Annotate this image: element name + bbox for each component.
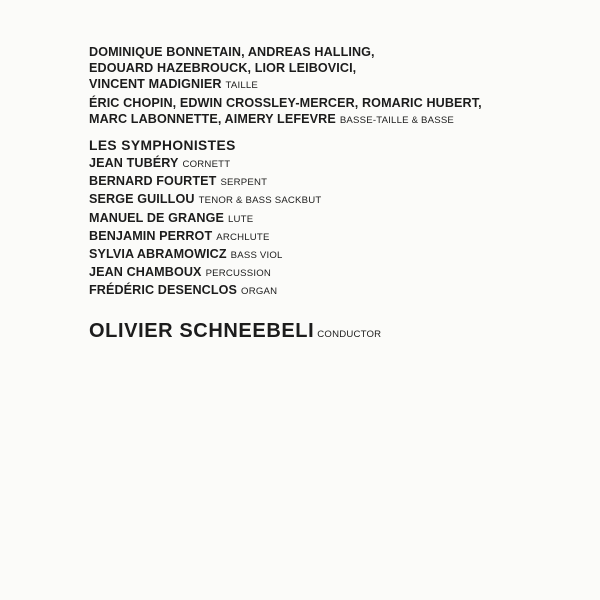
member-instrument: SERPENT (220, 177, 268, 189)
credits-page (89, 44, 589, 343)
singer-names: ÉRIC CHOPIN, EDWIN CROSSLEY-MERCER, ROMARIC HUBERT, (89, 95, 482, 110)
ensemble-member (89, 264, 589, 282)
member-name: SERGE GUILLOU (89, 192, 195, 207)
singer-line (89, 60, 589, 76)
member-instrument: CORNETT (182, 159, 231, 171)
singer-line (89, 95, 589, 111)
singer-voice-part: TAILLE (225, 80, 259, 92)
member-name: BERNARD FOURTET (89, 174, 217, 189)
member-name: JEAN CHAMBOUX (89, 265, 202, 280)
ensemble-member (89, 173, 589, 191)
ensemble-member (89, 210, 589, 228)
singer-names: MARC LABONNETTE, AIMERY LEFEVRE (89, 111, 336, 126)
ensemble-member (89, 246, 589, 264)
singer-line (89, 44, 589, 60)
member-name: BENJAMIN PERROT (89, 228, 213, 243)
singer-line (89, 111, 589, 129)
ensemble-member (89, 228, 589, 246)
member-instrument: PERCUSSION (205, 268, 271, 280)
singer-line (89, 76, 589, 94)
member-name: JEAN TUBÉRY (89, 156, 179, 171)
member-instrument: TENOR & BASS SACKBUT (198, 195, 322, 207)
singers-list (89, 44, 589, 129)
ensemble-member (89, 282, 589, 300)
ensemble-title: LES SYMPHONISTES (89, 138, 236, 154)
member-instrument: LUTE (228, 213, 254, 225)
singer-names: VINCENT MADIGNIER (89, 77, 222, 92)
ensemble-member (89, 155, 589, 173)
singer-names: EDOUARD HAZEBROUCK, LIOR LEIBOVICI, (89, 61, 357, 76)
member-instrument: BASS VIOL (230, 250, 283, 262)
member-name: SYLVIA ABRAMOWICZ (89, 247, 227, 262)
singer-voice-part: BASSE-TAILLE & BASSE (339, 114, 455, 126)
ensemble-member (89, 191, 589, 209)
member-name: FRÉDÉRIC DESENCLOS (89, 283, 238, 298)
member-name: MANUEL DE GRANGE (89, 210, 225, 225)
singer-names: DOMINIQUE BONNETAIN, ANDREAS HALLING, (89, 45, 375, 59)
member-instrument: ARCHLUTE (216, 231, 270, 243)
conductor-name: OLIVIER SCHNEEBELI (89, 319, 315, 342)
conductor-role: CONDUCTOR (317, 328, 382, 340)
ensemble-members-list (89, 155, 589, 301)
member-instrument: ORGAN (241, 286, 278, 298)
conductor-credit (89, 320, 589, 343)
